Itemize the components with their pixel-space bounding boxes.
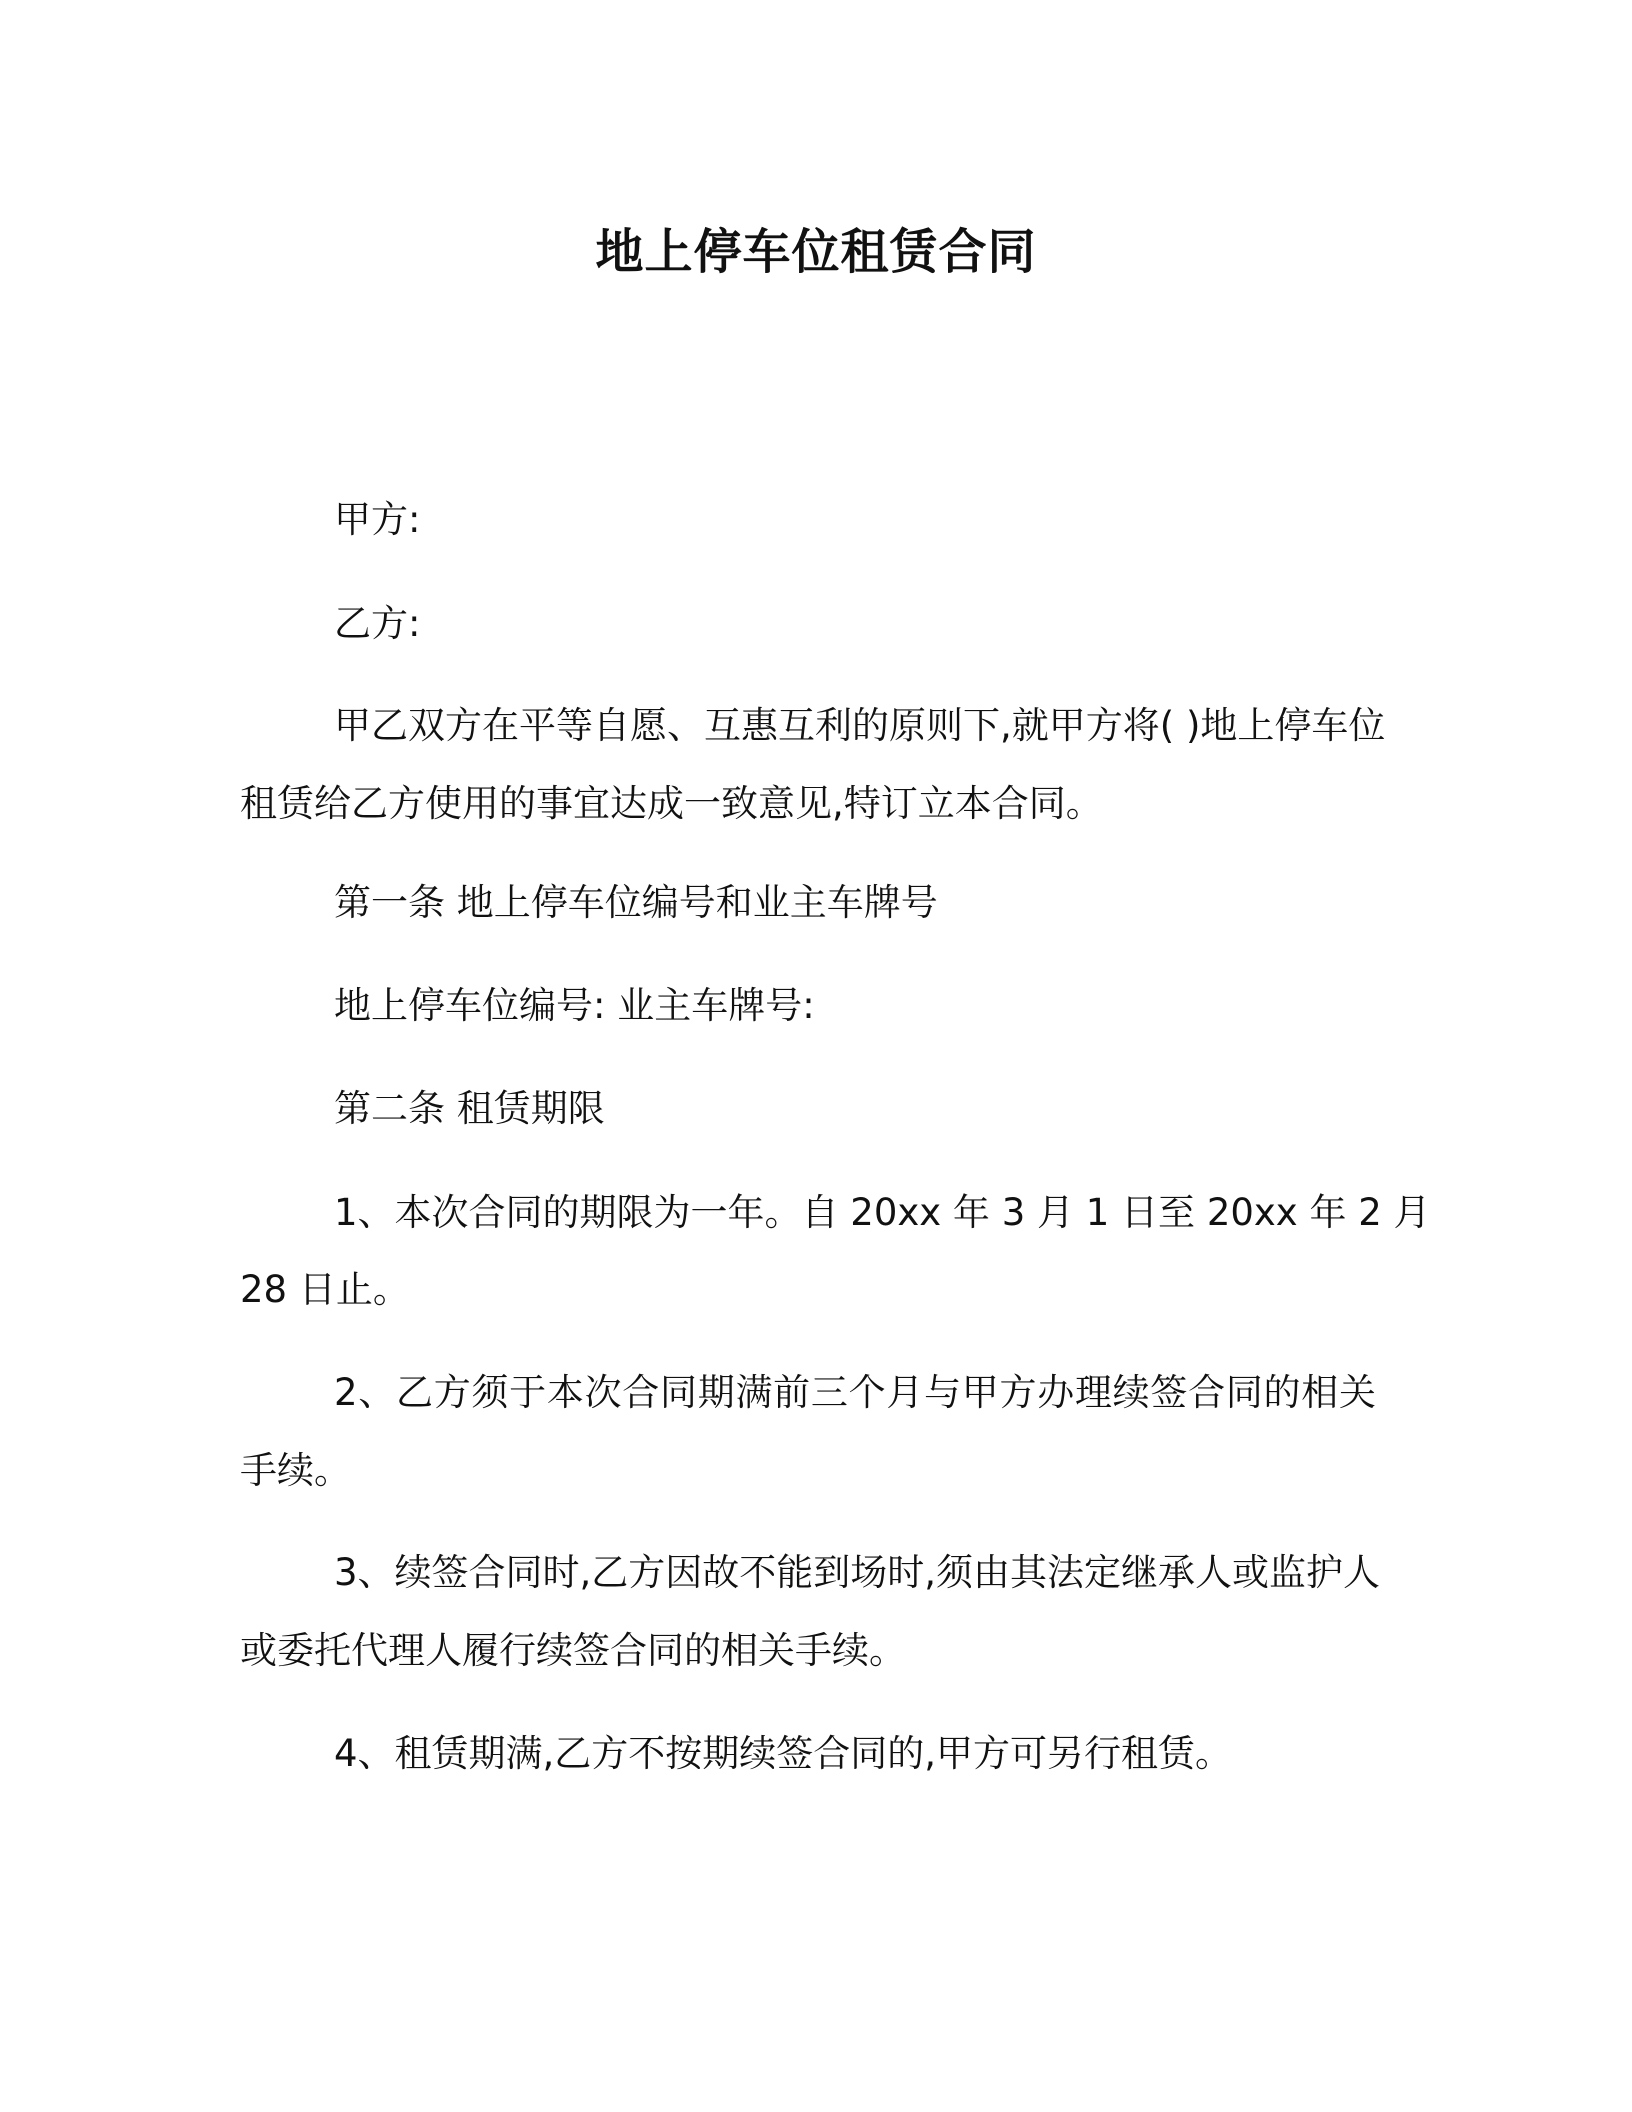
article-2-item-1-line-2: 28 日止。 (240, 1268, 410, 1311)
article-2-heading: 第二条 租赁期限 (334, 1087, 605, 1130)
article-1-heading: 第一条 地上停车位编号和业主车牌号 (334, 881, 938, 924)
article-2-item-2-line-1: 2、乙方须于本次合同期满前三个月与甲方办理续签合同的相关 (334, 1371, 1376, 1414)
intro-paragraph-line-1: 甲乙双方在平等自愿、互惠互利的原则下,就甲方将( )地上停车位 (334, 704, 1386, 747)
article-2-item-1-line-1: 1、本次合同的期限为一年。自 20xx 年 3 月 1 日至 20xx 年 2 月 (334, 1191, 1431, 1234)
intro-paragraph-line-2: 租赁给乙方使用的事宜达成一致意见,特订立本合同。 (240, 782, 1103, 825)
document-title: 地上停车位租赁合同 (595, 224, 1037, 280)
article-2-item-3-line-2: 或委托代理人履行续签合同的相关手续。 (240, 1629, 906, 1672)
party-a-label: 甲方: (334, 498, 421, 541)
article-2-item-2-line-2: 手续。 (240, 1449, 351, 1492)
article-2-item-4-line-1: 4、租赁期满,乙方不按期续签合同的,甲方可另行租赁。 (334, 1732, 1233, 1775)
article-1-fields: 地上停车位编号: 业主车牌号: (334, 984, 815, 1027)
article-2-item-3-line-1: 3、续签合同时,乙方因故不能到场时,须由其法定继承人或监护人 (334, 1551, 1381, 1594)
party-b-label: 乙方: (334, 602, 421, 645)
